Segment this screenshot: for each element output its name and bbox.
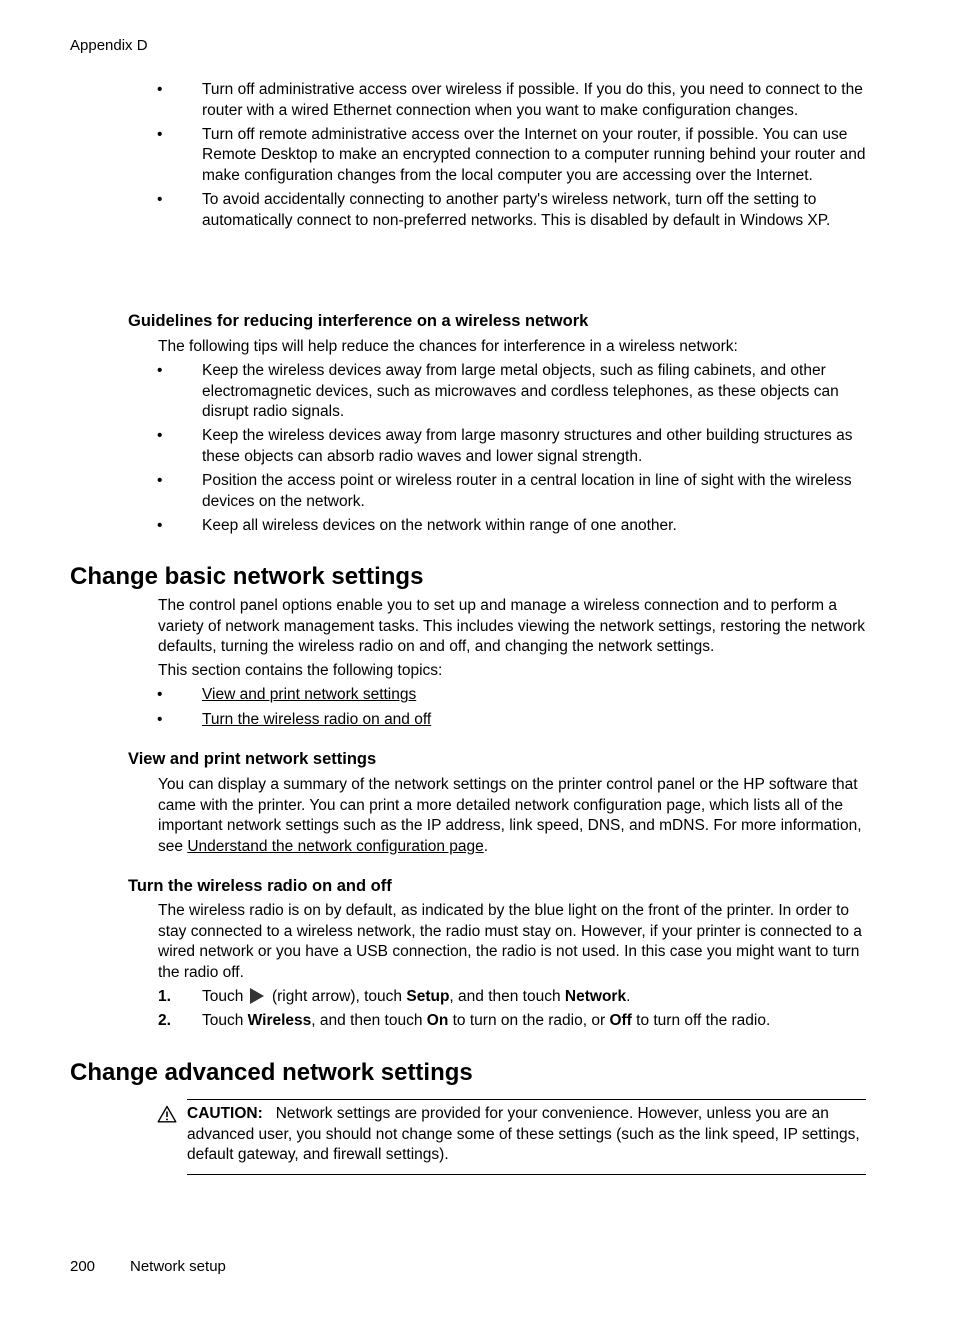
wireless-radio-heading: Turn the wireless radio on and off bbox=[128, 877, 392, 895]
list-item: • Keep the wireless devices away from large masonry structures and other building structures as these objects can absorb radio waves and lower signal strength. bbox=[157, 427, 853, 465]
interference-bullet-list bbox=[157, 361, 869, 540]
step-item: 2. Touch Wireless, and then touch On to turn on the radio, or Off to turn off the radio. bbox=[158, 1012, 771, 1030]
basic-settings-intro: The control panel options enable you to set up and manage a wireless connection and to perform a variety of network management tasks. This includes viewing the network settings, restoring the network defaults, turning the wireless radio on and off, and changing the network settings. bbox=[158, 597, 866, 656]
list-item: • View and print network settings bbox=[157, 686, 417, 703]
list-item: • Keep the wireless devices away from large metal objects, such as filing cabinets, and other electromagnetic devices, such as microwaves and cordless telephones, as these objects can disrupt radio signals. bbox=[157, 362, 839, 421]
view-print-link[interactable]: View and print network settings bbox=[202, 686, 417, 703]
page-number: 200 bbox=[70, 1258, 96, 1275]
list-item: • Keep all wireless devices on the network within range of one another. bbox=[157, 516, 677, 534]
wireless-radio-body: The wireless radio is on by default, as indicated by the blue light on the front of the printer. In order to stay connected to a wireless network, the radio must stay on. However, if your printer is connected to a wired network or you have a USB connection, the radio is not used. In this case you might want to turn the radio off. bbox=[158, 902, 862, 981]
interference-heading: Guidelines for reducing interference on a wireless network bbox=[128, 312, 589, 330]
security-bullet-list bbox=[157, 80, 869, 235]
caution-text: CAUTION: Network settings are provided for your convenience. However, unless you are an advanced user, you should not change some of these settings (such as the link speed, IP settings, default gateway, and firewall settings). bbox=[187, 1105, 860, 1164]
list-item: • Turn off administrative access over wireless if possible. If you do this, you need to connect to the router with a wired Ethernet connection when you want to make configuration changes. bbox=[157, 81, 863, 119]
footer-section: Network setup bbox=[130, 1258, 226, 1275]
list-item: • Turn the wireless radio on and off bbox=[157, 710, 432, 728]
running-head: Appendix D bbox=[70, 37, 148, 54]
list-item: • Turn off remote administrative access over the Internet on your router, if possible. You can use Remote Desktop to make an encrypted connection to a computer running behind your router and make configuration changes from the local computer you are accessing over the Internet. bbox=[157, 125, 866, 184]
wireless-radio-link[interactable]: Turn the wireless radio on and off bbox=[202, 710, 432, 728]
right-arrow-icon bbox=[250, 988, 264, 1004]
basic-settings-heading: Change basic network settings bbox=[70, 563, 424, 590]
topics-label: This section contains the following topics: bbox=[158, 662, 443, 679]
topics-list bbox=[157, 685, 869, 734]
view-print-body: You can display a summary of the network settings on the printer control panel or the HP software that came with the printer. You can print a more detailed network configuration page, which lists all of the important network settings such as the IP address, link speed, DNS, and mDNS. For more information, see Understand the network configuration page. bbox=[158, 776, 862, 855]
list-item: • Position the access point or wireless router in a central location in line of sight with the wireless devices on the network. bbox=[157, 471, 852, 510]
steps-list bbox=[158, 987, 870, 1035]
step-item: 1. Touch (right arrow), touch Setup, and then touch Network. bbox=[158, 988, 631, 1005]
list-item: • To avoid accidentally connecting to another party's wireless network, turn off the setting to automatically connect to non-preferred networks. This is disabled by default in Windows XP. bbox=[157, 190, 831, 229]
page-footer bbox=[70, 1257, 226, 1278]
view-print-heading: View and print network settings bbox=[128, 750, 377, 768]
interference-intro: The following tips will help reduce the chances for interference in a wireless network: bbox=[158, 338, 738, 355]
warning-icon bbox=[157, 1105, 177, 1130]
network-config-page-link[interactable]: Understand the network configuration page bbox=[187, 837, 484, 855]
advanced-settings-heading: Change advanced network settings bbox=[70, 1059, 473, 1086]
